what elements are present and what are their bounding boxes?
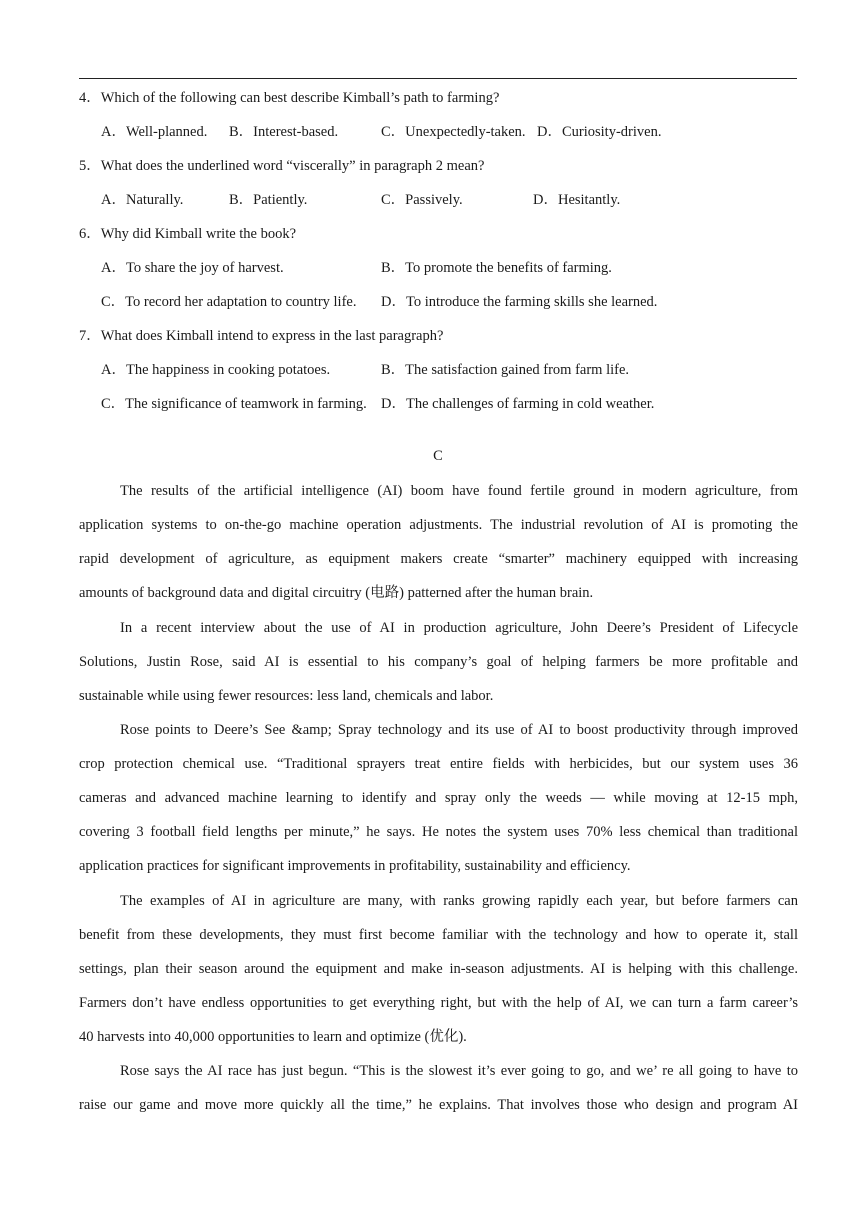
paragraph-1-line-3: rapid development of agriculture, as equipment makers create “smarter” machinery equipped with increasing: [79, 551, 798, 567]
question-7-option-b[interactable]: B．The satisfaction gained from farm life.: [381, 362, 630, 378]
question-4-option-d[interactable]: D．Curiosity-driven.: [537, 124, 662, 140]
question-6-option-c[interactable]: C．To record her adaptation to country life.: [101, 294, 357, 310]
paragraph-2-line-3: sustainable while using fewer resources: less land, chemicals and labor.: [79, 688, 494, 704]
paragraph-4-line-5: 40 harvests into 40,000 opportunities to learn and optimize (优化).: [79, 1029, 467, 1045]
question-5-option-c[interactable]: C．Passively.: [381, 192, 463, 208]
paragraph-1-line-2: application systems to on-the-go machine operation adjustments. The industrial revolution of AI is promoting the: [79, 517, 798, 533]
question-6-option-d[interactable]: D．To introduce the farming skills she learned.: [381, 294, 658, 310]
paragraph-4-line-2: benefit from these developments, they must first become familiar with the technology and how to operate it, stall: [79, 927, 798, 943]
paragraph-3-line-4: covering 3 football field lengths per minute,” he says. He notes the system uses 70% less chemical than traditional: [79, 824, 798, 840]
section-heading: C: [433, 448, 443, 464]
paragraph-3-line-2: crop protection chemical use. “Traditional sprayers treat entire fields with herbicides, but our system uses 36: [79, 756, 798, 772]
paragraph-4-line-3: settings, plan their season around the equipment and make in-season adjustments. AI is helping with this challenge.: [79, 961, 798, 977]
paragraph-4-line-4: Farmers don’t have endless opportunities to get everything right, but with the help of AI, we can turn a farm career’s: [79, 995, 798, 1011]
paragraph-2-line-2: Solutions, Justin Rose, said AI is essential to his company’s goal of helping farmers be more profitable and: [79, 654, 798, 670]
question-6-option-b[interactable]: B．To promote the benefits of farming.: [381, 260, 612, 276]
paragraph-4-line-1: The examples of AI in agriculture are many, with ranks growing rapidly each year, but before farmers can: [120, 893, 798, 909]
question-6-option-a[interactable]: A．To share the joy of harvest.: [101, 260, 284, 276]
paragraph-2-line-1: In a recent interview about the use of AI in production agriculture, John Deere’s President of Lifecycle: [120, 620, 798, 636]
question-5-stem: 5．What does the underlined word “viscerally” in paragraph 2 mean?: [79, 158, 485, 174]
question-5-option-a[interactable]: A．Naturally.: [101, 192, 184, 208]
paragraph-5-line-1: Rose says the AI race has just begun. “This is the slowest it’s ever going to go, and we’ re all going to have to: [120, 1063, 798, 1079]
paragraph-1-line-4: amounts of background data and digital circuitry (电路) patterned after the human brain.: [79, 585, 594, 601]
paragraph-5-line-2: raise our game and move more quickly all the time,” he explains. That involves those who design and program AI: [79, 1097, 798, 1113]
question-7-option-a[interactable]: A．The happiness in cooking potatoes.: [101, 362, 331, 378]
paragraph-3-line-3: cameras and advanced machine learning to identify and spray only the weeds — while moving at 12-15 mph,: [79, 790, 798, 806]
question-7-stem: 7．What does Kimball intend to express in the last paragraph?: [79, 328, 444, 344]
question-5-option-b[interactable]: B．Patiently.: [229, 192, 308, 208]
header-rule: [79, 78, 797, 79]
paragraph-3-line-5: application practices for significant improvements in profitability, sustainability and efficiency.: [79, 858, 631, 874]
question-4-option-c[interactable]: C．Unexpectedly-taken.: [381, 124, 526, 140]
question-4-stem: 4．Which of the following can best describe Kimball’s path to farming?: [79, 90, 500, 106]
paragraph-1-line-1: The results of the artificial intelligence (AI) boom have found fertile ground in modern agriculture, from: [120, 483, 798, 499]
question-7-option-d[interactable]: D．The challenges of farming in cold weather.: [381, 396, 655, 412]
question-4-option-b[interactable]: B．Interest-based.: [229, 124, 339, 140]
question-7-option-c[interactable]: C．The significance of teamwork in farming.: [101, 396, 367, 412]
question-4-option-a[interactable]: A．Well-planned.: [101, 124, 208, 140]
paragraph-3-line-1: Rose points to Deere’s See &amp; Spray technology and its use of AI to boost productivity through improved: [120, 722, 798, 738]
question-6-stem: 6．Why did Kimball write the book?: [79, 226, 297, 242]
question-5-option-d[interactable]: D．Hesitantly.: [533, 192, 621, 208]
